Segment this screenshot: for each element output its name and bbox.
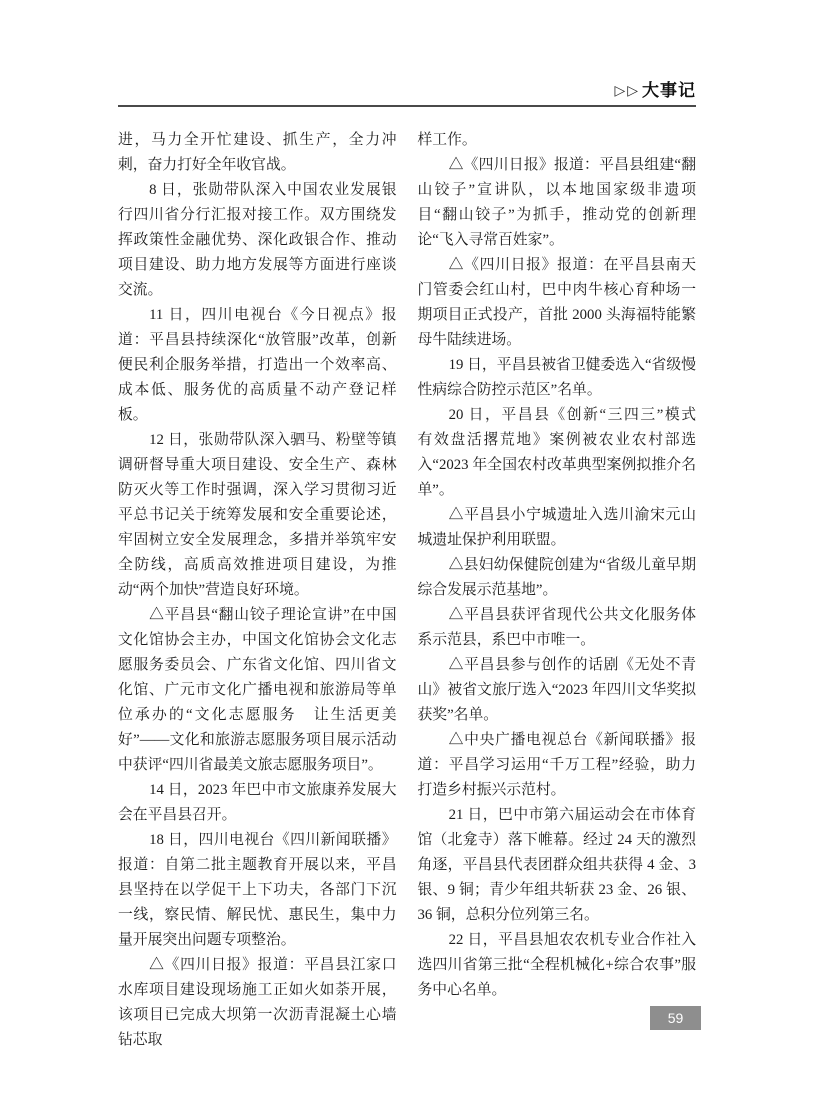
paragraph: △平昌县获评省现代公共文化服务体系示范县，系巴中市唯一。 bbox=[417, 607, 696, 648]
paragraph: 11 日，四川电视台《今日视点》报道：平昌县持续深化“放管服”改革，创新便民利企服务举措，打造出一个效率高、成本低、服务优的高质量不动产登记样板。 bbox=[118, 307, 397, 423]
left-column bbox=[118, 128, 397, 1053]
paragraph: 12 日，张勋带队深入驷马、粉壁等镇调研督导重大项目建设、安全生产、森林防灭火等工作时强调，深入学习贯彻习近平总书记关于统筹发展和安全重要论述，牢固树立安全发展理念，多措并举筑牢安全防线，高质高效推进项目建设，为推动“两个加快”营造良好环境。 bbox=[118, 432, 397, 598]
paragraph: △县妇幼保健院创建为“省级儿童早期综合发展示范基地”。 bbox=[417, 557, 696, 598]
paragraph: △平昌县参与创作的话剧《无处不青山》被省文旅厅选入“2023 年四川文华奖拟获奖”名单。 bbox=[417, 657, 696, 723]
right-column bbox=[417, 128, 711, 1053]
paragraph: 21 日，巴中市第六届运动会在市体育馆（北龛寺）落下帷幕。经过 24 天的激烈角逐，平昌县代表团群众组共获得 4 金、3 银、9 铜；青少年组共斩获 23 金、26 银、36 铜，总积分位列第三名。 bbox=[417, 807, 696, 923]
paragraph: 19 日，平昌县被省卫健委选入“省级慢性病综合防控示范区”名单。 bbox=[417, 357, 696, 398]
paragraph: 20 日，平昌县《创新“三四三”模式 有效盘活撂荒地》案例被农业农村部选入“2023 年全国农村改革典型案例拟推介名单”。 bbox=[417, 407, 711, 498]
paragraph: 22 日，平昌县旭农农机专业合作社入选四川省第三批“全程机械化+综合农事”服务中心名单。 bbox=[417, 932, 696, 998]
text-columns bbox=[118, 128, 711, 1053]
section-title: 大事记 bbox=[642, 81, 696, 100]
chevron-right-icon: ▷▷ bbox=[614, 82, 640, 98]
page-header bbox=[118, 76, 696, 107]
paragraph: △《四川日报》报道：平昌县组建“翻山铰子”宣讲队，以本地国家级非遗项目“翻山铰子”为抓手，推动党的创新理论“飞入寻常百姓家”。 bbox=[417, 157, 696, 248]
paragraph: △平昌县“翻山铰子理论宣讲”在中国文化馆协会主办，中国文化馆协会文化志愿服务委员会、广东省文化馆、四川省文化馆、广元市文化广播电视和旅游局等单位承办的“文化志愿服务 让生活更美好”——文化和旅游志愿服务项目展示活动中获评“四川省最美文旅志愿服务项目”。 bbox=[118, 607, 397, 773]
paragraph: △《四川日报》报道：平昌县江家口水库项目建设现场施工正如火如荼开展，该项目已完成大坝第一次沥青混凝土心墙钻芯取 bbox=[118, 957, 397, 1048]
paragraph: △平昌县小宁城遗址入选川渝宋元山城遗址保护利用联盟。 bbox=[417, 507, 696, 548]
paragraph: 进，马力全开忙建设、抓生产，全力冲刺，奋力打好全年收官战。 bbox=[118, 132, 397, 173]
paragraph: △中央广播电视总台《新闻联播》报道：平昌学习运用“千万工程”经验，助力打造乡村振兴示范村。 bbox=[417, 732, 696, 798]
paragraph: 14 日，2023 年巴中市文旅康养发展大会在平昌县召开。 bbox=[118, 782, 397, 823]
paragraph: 18 日，四川电视台《四川新闻联播》报道：自第二批主题教育开展以来，平昌县坚持在以学促干上下功夫，各部门下沉一线，察民情、解民忧、惠民生，集中力量开展突出问题专项整治。 bbox=[118, 832, 397, 948]
paragraph: 样工作。 bbox=[417, 132, 477, 148]
paragraph: 8 日，张勋带队深入中国农业发展银行四川省分行汇报对接工作。双方围绕发挥政策性金融优势、深化政银合作、推动项目建设、助力地方发展等方面进行座谈交流。 bbox=[118, 182, 397, 298]
paragraph: △《四川日报》报道：在平昌县南天门管委会红山村，巴中肉牛核心育种场一期项目正式投产，首批 2000 头海福特能繁母牛陆续进场。 bbox=[417, 257, 696, 348]
page-number-badge: 59 bbox=[650, 1006, 701, 1030]
